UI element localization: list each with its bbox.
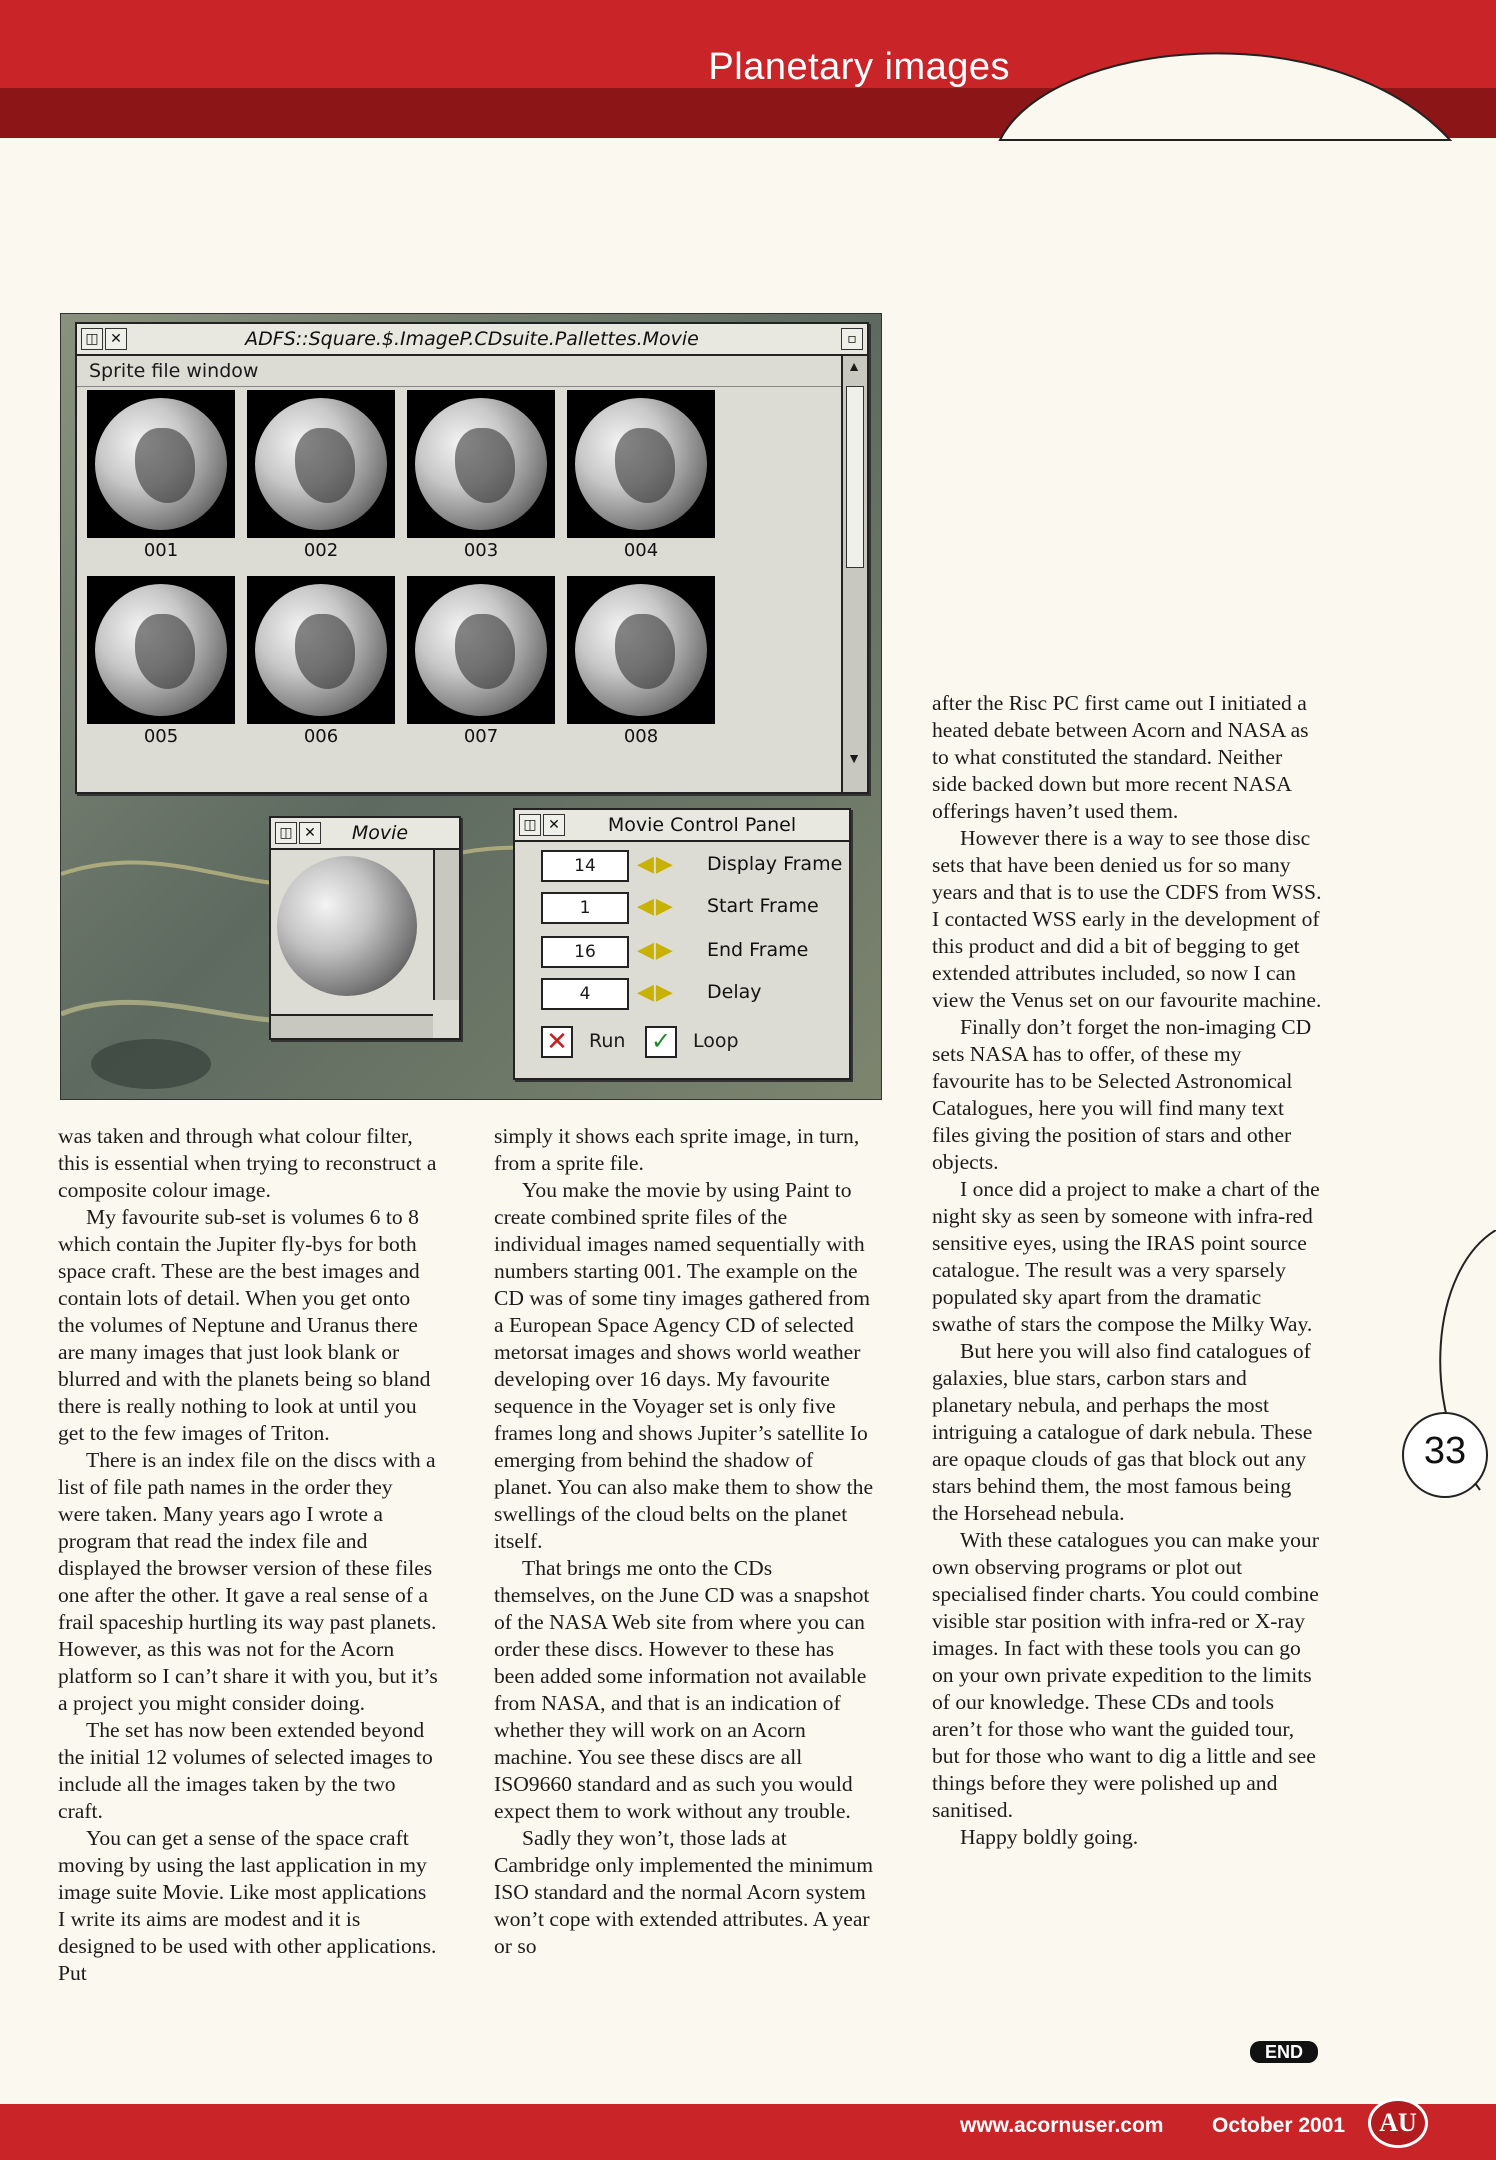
text-column-1 [58, 1123, 438, 1987]
close-icon[interactable]: ✕ [105, 328, 127, 350]
close-icon[interactable]: ✕ [543, 814, 565, 836]
paragraph: Sadly they won’t, those lads at Cambridge only implemented the minimum ISO standard and the normal Acorn system won’t cope with extended attributes. A year or so [494, 1826, 874, 1958]
sprite-window-titlebar[interactable] [77, 324, 867, 356]
delay-arrows-icon[interactable]: ◀▶ [637, 979, 675, 1004]
section-title: Planetary images [708, 46, 1010, 88]
display-frame-field[interactable]: 14 [541, 850, 629, 882]
loop-label: Loop [693, 1030, 739, 1052]
start-frame-label: Start Frame [707, 895, 819, 917]
paragraph: However there is a way to see those disc sets that have been denied us for so many years and that is to use the CDFS from WSS. I contacted WSS early in the development of this product and did a bit of begging to get extended attributes included, so now I can view the Venus set on our favourite machine. [932, 826, 1322, 1012]
start-frame-field[interactable]: 1 [541, 892, 629, 924]
end-frame-field[interactable]: 16 [541, 936, 629, 968]
end-badge: END [1250, 2041, 1318, 2063]
back-icon[interactable]: ◫ [81, 328, 103, 350]
paragraph: My favourite sub-set is volumes 6 to 8 which contain the Jupiter fly-bys for both space craft. These are the best images and contain lots of detail. When you get onto the volumes of Neptune and Uranus there are many images that just look blank or blurred and with the planets being so bland there is really nothing to look at until you get to the few images of Triton. [58, 1205, 431, 1445]
run-label: Run [589, 1030, 626, 1052]
text-column-3 [932, 690, 1322, 1851]
movie-frame-image [277, 856, 417, 996]
sprite-label: 008 [623, 726, 659, 747]
paragraph: You can get a sense of the space craft moving by using the last application in my image suite Movie. Like most applications I write its aims are modest and it is designed to be used with other applications. Put [58, 1826, 437, 1985]
paragraph: With these catalogues you can make your own observing programs or plot out specialised finder charts. You could combine visible star position with infra-red or X-ray images. In fact with these tools you can go on your own private expedition to the limits of our knowledge. These CDs and tools aren’t for those who want the guided tour, but for those who want to dig a little and see things before they were polished up and sanitised. [932, 1528, 1319, 1822]
movie-window-title: Movie [351, 822, 409, 844]
paragraph: Finally don’t forget the non-imaging CD sets NASA has to offer, of these my favourite has to be Selected Astronomical Catalogues, here you will find many text files giving the position of stars and other objects. [932, 1015, 1312, 1174]
paragraph: after the Risc PC first came out I initiated a heated debate between Acorn and NASA as to what constituted the standard. Neither side backed down but more recent NASA offerings haven’t used them. [932, 691, 1309, 823]
paragraph: There is an index file on the discs with a list of file path names in the order they were taken. Many years ago I wrote a program that read the index file and displayed the browser version of these files one after the other. It gave a real sense of a frail spaceship hurtling its way past planets. However, as this was not for the Acorn platform so I can’t share it with you, but it’s a project you might consider doing. [58, 1448, 438, 1715]
movie-window [269, 816, 461, 1040]
paragraph: The set has now been extended beyond the initial 12 volumes of selected images to include all the images taken by the two craft. [58, 1718, 433, 1823]
movie-horizontal-scrollbar[interactable] [271, 1014, 433, 1038]
earth-image [415, 398, 547, 530]
screenshot-figure [60, 313, 882, 1100]
sprite-thumbnail[interactable] [567, 390, 715, 538]
control-panel-title: Movie Control Panel [607, 814, 797, 836]
sprite-label: 004 [623, 540, 659, 561]
earth-image [575, 398, 707, 530]
sprite-thumbnail[interactable] [407, 576, 555, 724]
earth-image [415, 584, 547, 716]
delay-field[interactable]: 4 [541, 978, 629, 1010]
earth-image [95, 584, 227, 716]
vertical-scrollbar[interactable] [841, 356, 867, 792]
paragraph: simply it shows each sprite image, in turn, from a sprite file. [494, 1124, 860, 1175]
sprite-label: 007 [463, 726, 499, 747]
control-panel-titlebar[interactable] [515, 810, 849, 842]
movie-vertical-scrollbar[interactable] [433, 850, 459, 1000]
close-icon[interactable]: ✕ [299, 822, 321, 844]
scroll-down-icon[interactable]: ▼ [847, 752, 861, 767]
sprite-thumbnail[interactable] [87, 576, 235, 724]
sprite-label: 006 [303, 726, 339, 747]
sprite-file-window [75, 322, 869, 794]
paragraph: was taken and through what colour filter, this is essential when trying to reconstruct a composite colour image. [58, 1124, 437, 1202]
run-checkbox-cross-icon[interactable]: ✕ [541, 1026, 573, 1058]
footer-url[interactable]: www.acornuser.com [960, 2114, 1164, 2137]
sprite-thumbnail[interactable] [247, 390, 395, 538]
earth-image [95, 398, 227, 530]
paragraph: That brings me onto the CDs themselves, on the June CD was a snapshot of the NASA Web site from where you can order these discs. However to these has been added some information not available from NASA, and that is an indication of whether they will work on an Acorn machine. You see these discs are all ISO9660 standard and as such you would expect them to work without any trouble. [494, 1556, 870, 1823]
sprite-thumbnail[interactable] [567, 576, 715, 724]
acorn-user-logo: AU [1368, 2098, 1428, 2148]
display-frame-label: Display Frame [707, 853, 843, 875]
scroll-up-icon[interactable]: ▲ [847, 360, 861, 375]
sprite-label: 001 [143, 540, 179, 561]
earth-image [255, 398, 387, 530]
sprite-window-subtitle: Sprite file window [77, 356, 841, 387]
sprite-label: 005 [143, 726, 179, 747]
delay-label: Delay [707, 981, 762, 1003]
footer-date: October 2001 [1212, 2114, 1346, 2137]
earth-image [255, 584, 387, 716]
paragraph: You make the movie by using Paint to create combined sprite files of the individual images named sequentially with numbers starting 001. The example on the CD was of some tiny images gathered from a European Space Agency CD of selected metorsat images and shows world weather developing over 16 days. My favourite sequence in the Voyager set is only five frames long and shows Jupiter’s satellite Io emerging from behind the shadow of planet. You can also make them to show the swellings of the cloud belts on the planet itself. [494, 1178, 874, 1553]
sprite-label: 002 [303, 540, 339, 561]
movie-control-panel [513, 808, 851, 1080]
sprite-window-title: ADFS::Square.$.ImageP.CDsuite.Pallettes.Movie [245, 328, 699, 350]
scrollbar-thumb[interactable] [846, 386, 864, 568]
page-number: 33 [1423, 1430, 1467, 1472]
paragraph: I once did a project to make a chart of the night sky as seen by someone with infra-red sensitive eyes, using the IRAS point source catalogue. The result was a very sparsely populated sky apart from the dramatic swathe of stars the compose the Milky Way. [932, 1177, 1320, 1336]
sprite-thumbnail[interactable] [247, 576, 395, 724]
start-frame-arrows-icon[interactable]: ◀▶ [637, 893, 675, 918]
end-frame-arrows-icon[interactable]: ◀▶ [637, 937, 675, 962]
text-column-2 [494, 1123, 874, 1960]
sprite-label: 003 [463, 540, 499, 561]
end-frame-label: End Frame [707, 939, 809, 961]
header-arc-decoration [990, 20, 1470, 145]
back-icon[interactable]: ◫ [275, 822, 297, 844]
paragraph: Happy boldly going. [960, 1825, 1139, 1849]
display-frame-arrows-icon[interactable]: ◀▶ [637, 851, 675, 876]
back-icon[interactable]: ◫ [519, 814, 541, 836]
toggle-size-icon[interactable]: ▫ [841, 328, 863, 350]
sprite-thumbnail[interactable] [87, 390, 235, 538]
loop-checkbox-tick-icon[interactable]: ✓ [645, 1026, 677, 1058]
paragraph: But here you will also find catalogues of galaxies, blue stars, carbon stars and planetary nebula, and perhaps the most intriguing a catalogue of dark nebula. These are opaque clouds of gas that block out any stars behind them, the most famous being the Horsehead nebula. [932, 1339, 1313, 1525]
sprite-thumbnail[interactable] [407, 390, 555, 538]
earth-image [575, 584, 707, 716]
movie-window-titlebar[interactable] [271, 818, 459, 850]
